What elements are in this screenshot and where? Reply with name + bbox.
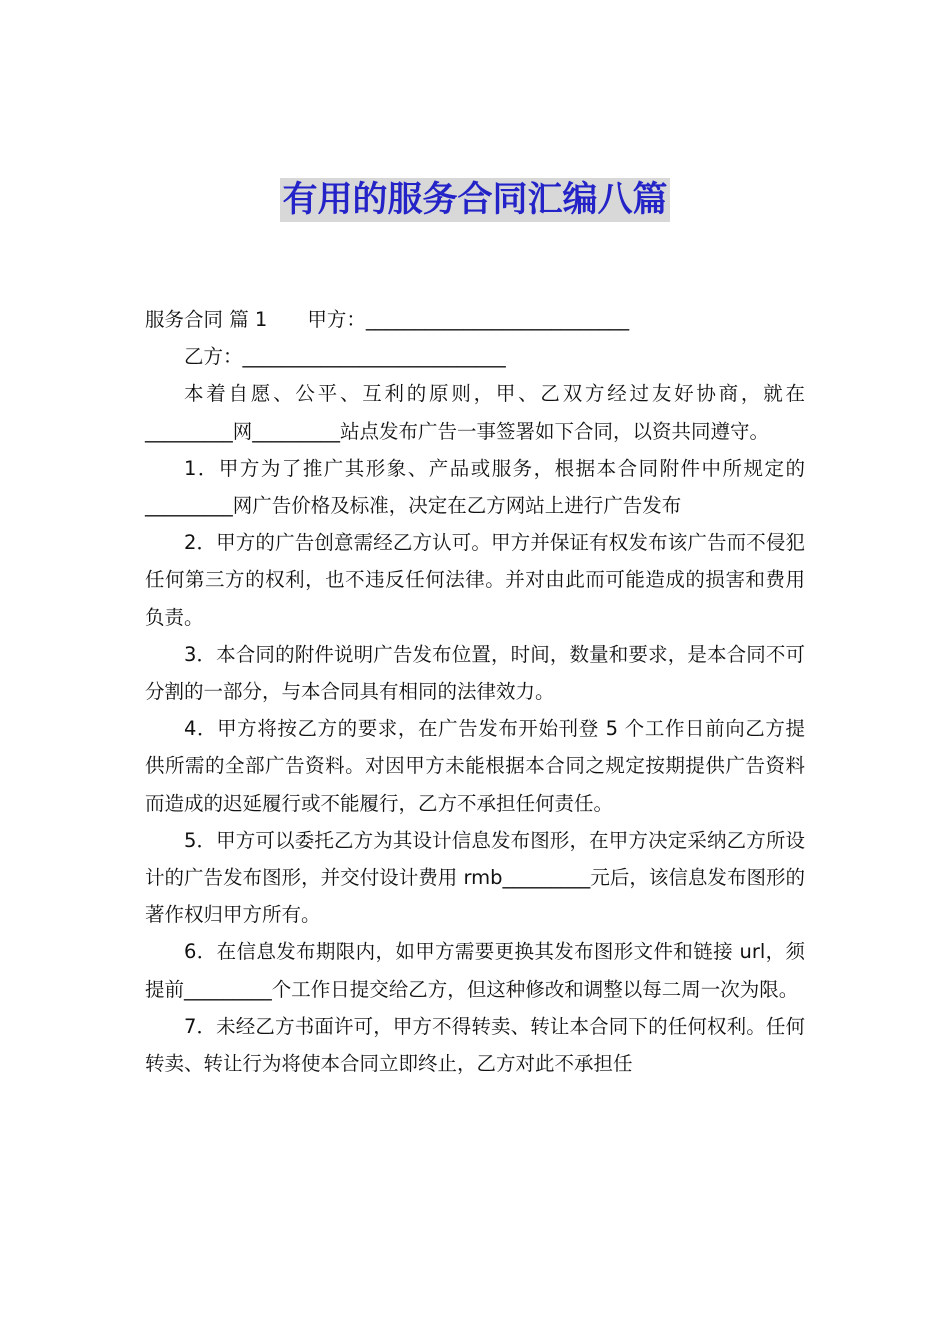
clause-2: 2．甲方的广告创意需经乙方认可。甲方并保证有权发布该广告而不侵犯任何第三方的权利，也不违反任何法律。并对由此而可能造成的损害和费用负责。 <box>145 531 805 629</box>
document-title <box>0 178 950 222</box>
section-label: 服务合同 篇 1 <box>145 308 268 331</box>
clause-1: 1．甲方为了推广其形象、产品或服务，根据本合同附件中所规定的_________网广告价格及标准，决定在乙方网站上进行广告发布 <box>145 456 805 518</box>
party-a-field: 甲方：___________________________ <box>307 308 630 331</box>
contract-body <box>145 301 805 1082</box>
clause-4: 4．甲方将按乙方的要求，在广告发布开始刊登 5 个工作日前向乙方提供所需的全部广告资料。对因甲方未能根据本合同之规定按期提供广告资料而造成的迟延履行或不能履行，乙方不承担任何责任。 <box>145 717 805 815</box>
clause-6: 6．在信息发布期限内，如甲方需要更换其发布图形文件和链接 url，须提前_________个工作日提交给乙方，但这种修改和调整以每二周一次为限。 <box>145 940 805 1001</box>
section-heading-line <box>145 301 805 338</box>
clause-5: 5．甲方可以委托乙方为其设计信息发布图形，在甲方决定采纳乙方所设计的广告发布图形，并交付设计费用 rmb_________元后，该信息发布图形的著作权归甲方所有。 <box>145 828 805 927</box>
clause-3: 3．本合同的附件说明广告发布位置，时间，数量和要求，是本合同不可分割的一部分，与本合同具有相同的法律效力。 <box>145 642 805 704</box>
party-b-field: 乙方：___________________________ <box>184 345 506 369</box>
clause-7: 7．未经乙方书面许可，甲方不得转卖、转让本合同下的任何权利。任何转卖、转让行为将使本合同立即终止，乙方对此不承担任 <box>145 1014 805 1076</box>
document-title-text: 有用的服务合同汇编八篇 <box>282 180 668 220</box>
preamble-paragraph: 本着自愿、公平、互利的原则，甲、乙双方经过友好协商，就在_________网_________站点发布广告一事签署如下合同，以资共同遵守。 <box>145 382 805 443</box>
